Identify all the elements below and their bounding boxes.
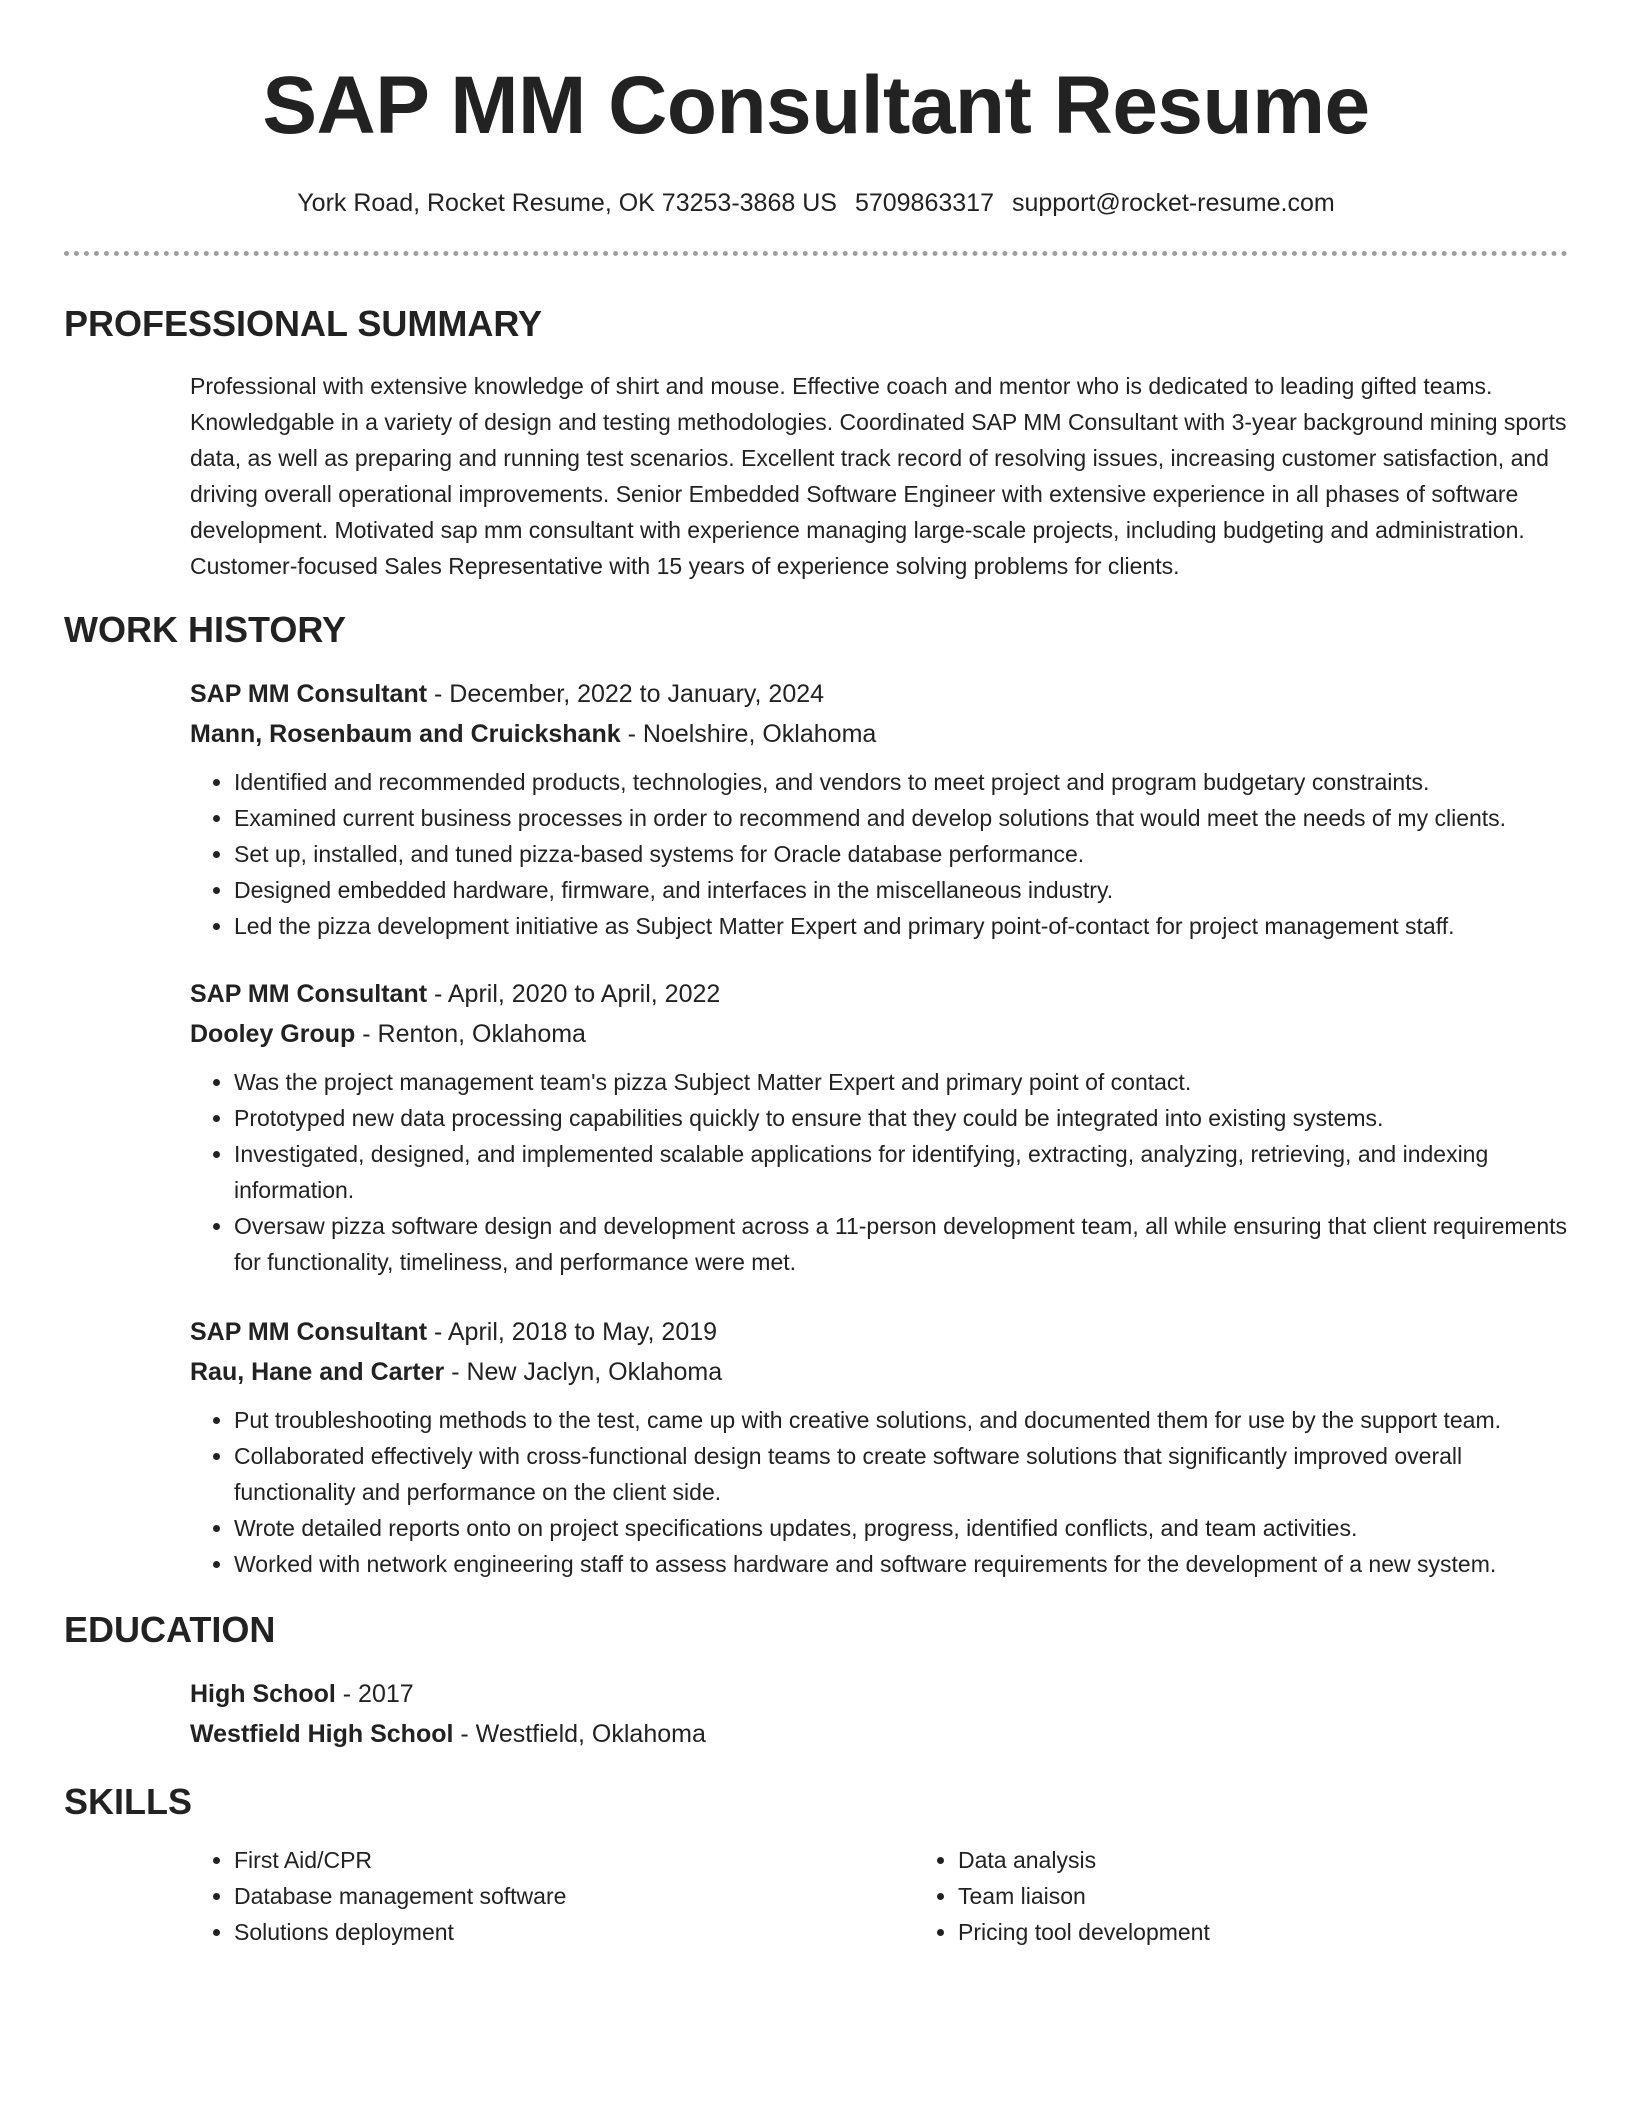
job-bullets	[190, 1064, 1568, 1280]
education-degree: High School	[190, 1680, 336, 1708]
education-degree-line	[190, 1674, 1568, 1714]
job-title: SAP MM Consultant	[190, 680, 428, 708]
job-entry	[190, 1312, 1568, 1582]
skill-item: • Solutions deployment	[234, 1914, 914, 1950]
skills-heading: SKILLS	[64, 1781, 193, 1822]
job-bullet: • Set up, installed, and tuned pizza-based systems for Oracle database performance.	[234, 836, 1568, 872]
skills-column-left	[190, 1842, 914, 1950]
education-heading: EDUCATION	[64, 1609, 276, 1650]
skill-item: • Pricing tool development	[958, 1914, 1210, 1950]
job-company-line	[190, 1352, 1568, 1392]
skill-item: • Data analysis	[958, 1842, 1210, 1878]
job-bullet: • Wrote detailed reports onto on project specifications updates, progress, identified conflicts, and team activities.	[234, 1510, 1568, 1546]
job-bullet: • Led the pizza development initiative as Subject Matter Expert and primary point-of-contact for project management staff.	[234, 908, 1568, 944]
job-bullet: • Examined current business processes in order to recommend and develop solutions that would meet the needs of my clients.	[234, 800, 1568, 836]
job-company-line	[190, 1014, 1568, 1054]
job-title-line	[190, 1312, 1568, 1352]
job-title-line	[190, 974, 1568, 1014]
job-bullets	[190, 764, 1568, 944]
job-bullet: • Investigated, designed, and implemented scalable applications for identifying, extracting, analyzing, retrieving, and indexing information.	[234, 1136, 1568, 1208]
job-entry	[190, 974, 1568, 1280]
job-bullet: • Was the project management team's pizza Subject Matter Expert and primary point of contact.	[234, 1064, 1568, 1100]
education-school-line	[190, 1714, 1568, 1754]
job-location: - Renton, Oklahoma	[355, 1020, 586, 1048]
job-bullet: • Prototyped new data processing capabilities quickly to ensure that they could be integrated into existing systems.	[234, 1100, 1568, 1136]
contact-line	[64, 188, 1568, 218]
job-title: SAP MM Consultant	[190, 1318, 428, 1346]
job-dates: - April, 2018 to May, 2019	[427, 1318, 718, 1346]
job-dates: - April, 2020 to April, 2022	[427, 980, 721, 1008]
job-entry	[190, 674, 1568, 944]
work-history-heading: WORK HISTORY	[64, 609, 347, 650]
job-company-line	[190, 714, 1568, 754]
job-bullet: • Put troubleshooting methods to the test, came up with creative solutions, and documented them for use by the support team.	[234, 1402, 1568, 1438]
job-bullet: • Worked with network engineering staff to assess hardware and software requirements for the development of a new system.	[234, 1546, 1568, 1582]
education-year: - 2017	[335, 1680, 414, 1708]
header-divider	[64, 251, 1568, 256]
job-bullets	[190, 1402, 1568, 1582]
job-company: Rau, Hane and Carter	[190, 1358, 445, 1386]
job-bullet: • Collaborated effectively with cross-functional design teams to create software solutions that significantly improved overall functionality and performance on the client side.	[234, 1438, 1568, 1510]
education-entry	[190, 1674, 1568, 1754]
job-company: Mann, Rosenbaum and Cruickshank	[190, 720, 621, 748]
skill-item: • Team liaison	[958, 1878, 1210, 1914]
summary-text: Professional with extensive knowledge of shirt and mouse. Effective coach and mentor who is dedicated to leading gifted teams. Knowledgable in a variety of design and testing methodologies. Coordinated SAP MM Consultant with 3-year background mining sports data, as well as preparing and running test scenarios. Excellent track record of resolving issues, increasing customer satisfaction, and driving overall operational improvements. Senior Embedded Software Engineer with extensive experience in all phases of software development. Motivated sap mm consultant with experience managing large-scale projects, including budgeting and administration. Customer-focused Sales Representative with 15 years of experience solving problems for clients.	[190, 373, 1567, 579]
resume-title: SAP MM Consultant Resume	[262, 60, 1370, 151]
job-location: - New Jaclyn, Oklahoma	[444, 1358, 723, 1386]
job-bullet: • Identified and recommended products, technologies, and vendors to meet project and program budgetary constraints.	[234, 764, 1568, 800]
skill-item: • First Aid/CPR	[234, 1842, 914, 1878]
contact-address: York Road, Rocket Resume, OK 73253-3868 US	[297, 189, 837, 217]
skill-item: • Database management software	[234, 1878, 914, 1914]
job-company: Dooley Group	[190, 1020, 356, 1048]
education-location: - Westfield, Oklahoma	[453, 1720, 706, 1748]
skills-column-right	[914, 1842, 1210, 1950]
job-location: - Noelshire, Oklahoma	[620, 720, 877, 748]
contact-phone: 5709863317	[854, 189, 994, 217]
job-dates: - December, 2022 to January, 2024	[427, 680, 825, 708]
education-school: Westfield High School	[190, 1720, 454, 1748]
job-title: SAP MM Consultant	[190, 980, 428, 1008]
contact-email: support@rocket-resume.com	[1011, 189, 1335, 217]
job-bullet: • Designed embedded hardware, firmware, and interfaces in the miscellaneous industry.	[234, 872, 1568, 908]
job-title-line	[190, 674, 1568, 714]
skills-list	[190, 1842, 1568, 1950]
job-bullet: • Oversaw pizza software design and development across a 11-person development team, all while ensuring that client requirements for functionality, timeliness, and performance were met.	[234, 1208, 1568, 1280]
summary-heading: PROFESSIONAL SUMMARY	[64, 303, 543, 344]
